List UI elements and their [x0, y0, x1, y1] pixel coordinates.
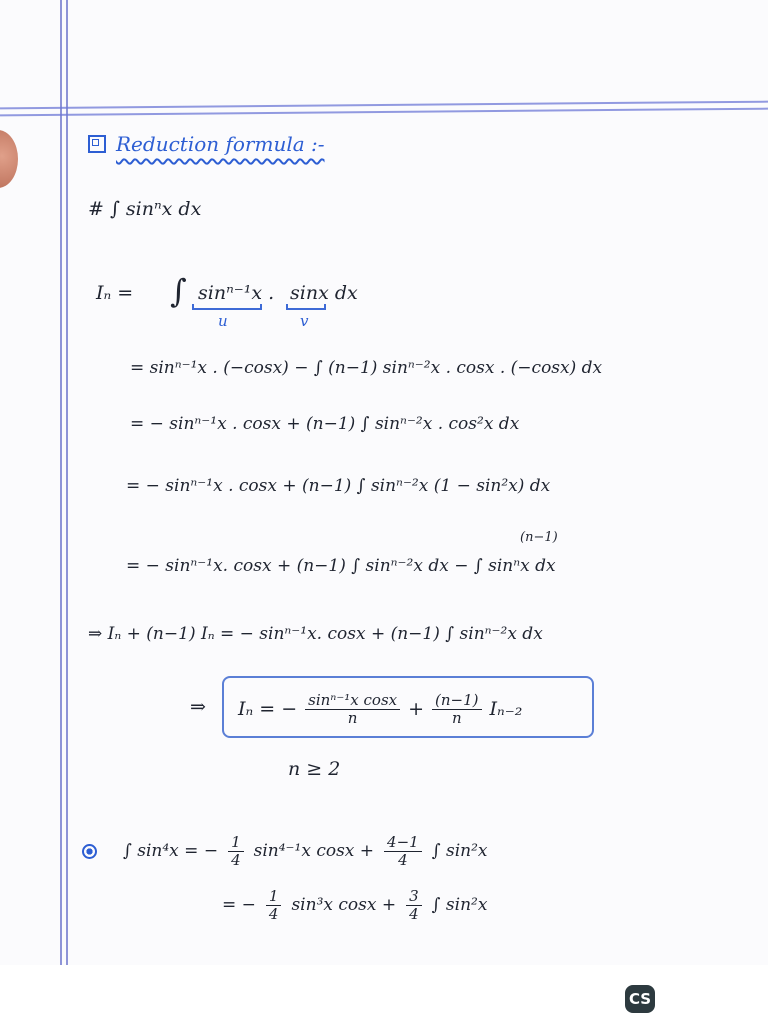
math-line-2-lhs: Iₙ = — [96, 282, 134, 304]
example-1-frac-b-num: 4−1 — [384, 834, 422, 852]
camscanner-logo: CS — [625, 985, 655, 1013]
fraction-1-num: sinⁿ⁻¹x cosx — [305, 692, 400, 710]
example-2-tail: ∫ sin²x — [431, 895, 488, 916]
example-2-frac-b-num: 3 — [406, 888, 422, 906]
example-1-frac-a — [228, 834, 244, 869]
v-bracket — [286, 308, 326, 310]
margin-line — [66, 0, 68, 965]
math-line-7: ⇒ Iₙ + (n−1) Iₙ = − sinⁿ⁻¹x. cosx + (n−1) ∫ sinⁿ⁻²x dx — [88, 624, 543, 644]
math-line-3: = sinⁿ⁻¹x . (−cosx) − ∫ (n−1) sinⁿ⁻²x . cosx . (−cosx) dx — [130, 358, 603, 378]
example-line-2 — [222, 888, 487, 923]
example-2-lhs: = − — [222, 895, 256, 916]
fraction-1 — [305, 692, 400, 727]
math-line-2-u: sinⁿ⁻¹x . — [198, 282, 275, 304]
example-2-frac-a-den: 4 — [268, 904, 279, 923]
example-2-frac-a — [266, 888, 282, 923]
math-line-4: = − sinⁿ⁻¹x . cosx + (n−1) ∫ sinⁿ⁻²x . cos²x dx — [130, 414, 520, 434]
margin-line — [60, 0, 62, 965]
example-1-frac-a-num: 1 — [228, 834, 244, 852]
finger-thumb — [0, 130, 18, 188]
fraction-1-den: n — [347, 708, 358, 727]
header-rule — [0, 108, 768, 117]
example-1-frac-b-den: 4 — [398, 850, 408, 869]
boxed-formula — [238, 692, 522, 727]
math-line-2-v: sinx dx — [290, 282, 358, 304]
math-line-1: # ∫ sinⁿx dx — [88, 198, 202, 220]
bullet-icon — [82, 844, 97, 859]
math-line-6-annotation: (n−1) — [520, 530, 558, 545]
implies-arrow: ⇒ — [190, 696, 206, 718]
math-line-6: = − sinⁿ⁻¹x. cosx + (n−1) ∫ sinⁿ⁻²x dx − ∫ sinⁿx dx — [126, 556, 556, 576]
label-v: v — [300, 312, 309, 330]
checkbox-icon — [88, 135, 106, 153]
section-heading: Reduction formula :- — [88, 132, 325, 156]
example-line-1 — [82, 834, 487, 869]
u-bracket — [192, 308, 262, 310]
fraction-2 — [432, 692, 481, 727]
example-1-tail: ∫ sin²x — [431, 841, 488, 862]
example-2-mid: sin³x cosx + — [291, 895, 397, 916]
example-1-frac-b — [384, 834, 422, 869]
example-1-lhs: ∫ sin⁴x = − — [123, 841, 219, 862]
formula-tail: Iₙ₋₂ — [489, 698, 523, 721]
example-2-frac-b-den: 4 — [409, 904, 419, 923]
formula-lhs: Iₙ = − — [238, 698, 298, 721]
example-2-frac-a-num: 1 — [266, 888, 282, 906]
example-1-frac-a-den: 4 — [231, 850, 241, 869]
fraction-2-num: (n−1) — [432, 692, 481, 710]
math-line-5: = − sinⁿ⁻¹x . cosx + (n−1) ∫ sinⁿ⁻²x (1 − sin²x) dx — [126, 476, 551, 496]
plus-sign: + — [408, 698, 425, 721]
integral-sign: ∫ — [170, 272, 187, 310]
condition-note: n ≥ 2 — [288, 758, 341, 780]
fraction-2-den: n — [451, 708, 462, 727]
example-2-frac-b — [406, 888, 422, 923]
example-1-mid: sin⁴⁻¹x cosx + — [253, 841, 375, 862]
label-u: u — [218, 312, 228, 330]
